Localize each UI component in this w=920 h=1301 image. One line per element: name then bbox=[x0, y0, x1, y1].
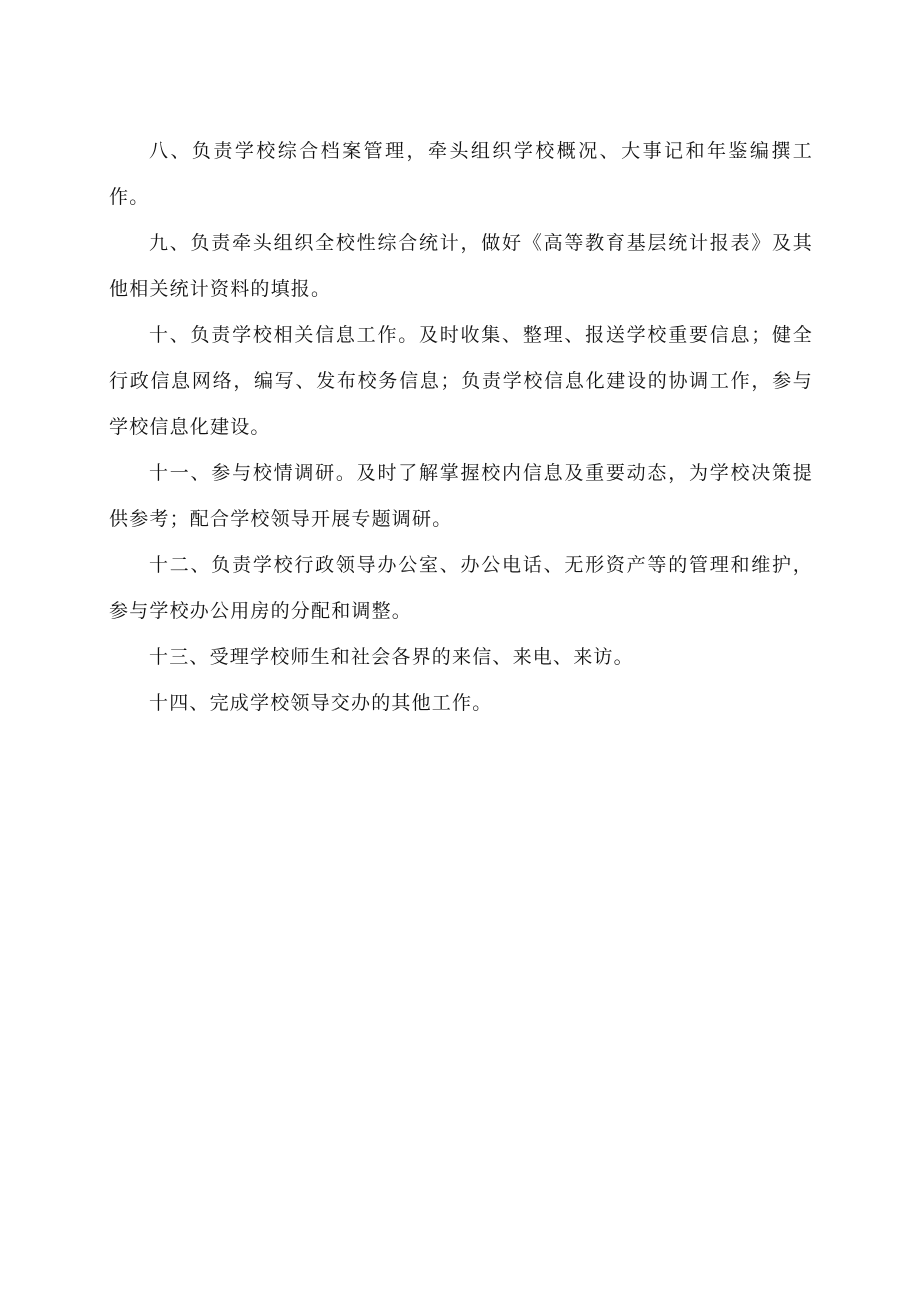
paragraph-item-10: 十、负责学校相关信息工作。及时收集、整理、报送学校重要信息；健全行政信息网络，编写、发布校务信息；负责学校信息化建设的协调工作，参与学校信息化建设。 bbox=[109, 324, 813, 438]
paragraph-item-8: 八、负责学校综合档案管理，牵头组织学校概况、大事记和年鉴编撰工作。 bbox=[109, 140, 813, 208]
paragraph-item-13: 十三、受理学校师生和社会各界的来信、来电、来访。 bbox=[149, 646, 634, 668]
document-body bbox=[109, 128, 813, 726]
paragraph-item-14: 十四、完成学校领导交办的其他工作。 bbox=[149, 692, 493, 714]
paragraph-item-9: 九、负责牵头组织全校性综合统计，做好《高等教育基层统计报表》及其他相关统计资料的填报。 bbox=[109, 232, 813, 300]
paragraph-item-11: 十一、参与校情调研。及时了解掌握校内信息及重要动态，为学校决策提供参考；配合学校领导开展专题调研。 bbox=[109, 462, 813, 530]
paragraph-item-12: 十二、负责学校行政领导办公室、办公电话、无形资产等的管理和维护，参与学校办公用房的分配和调整。 bbox=[109, 554, 813, 622]
